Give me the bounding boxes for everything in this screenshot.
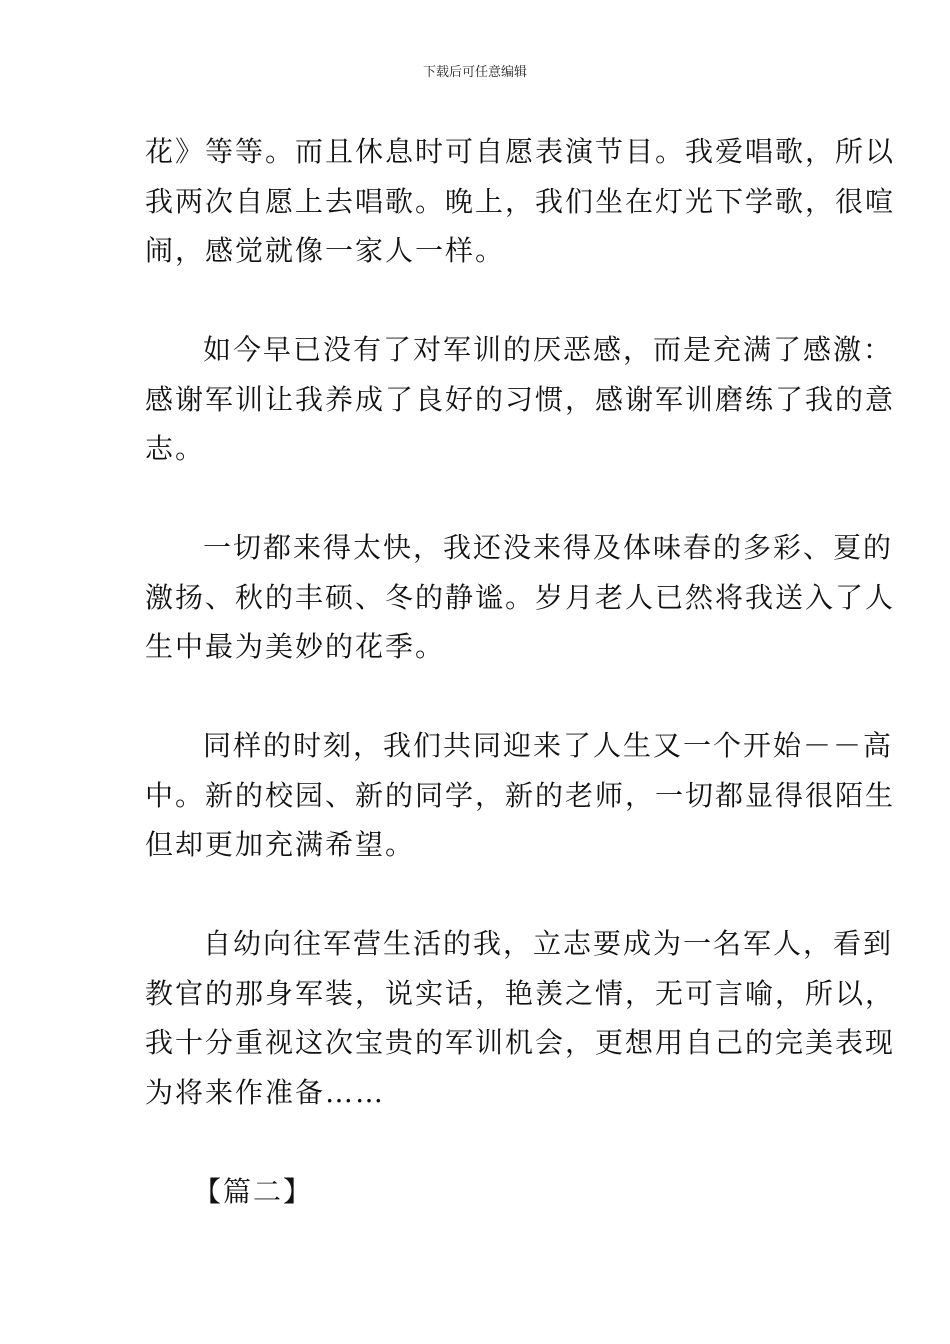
paragraph-line: 一切都来得太快，我还没来得及体味春的多彩、夏的 [203, 531, 894, 564]
paragraph-4 [145, 721, 896, 870]
paragraph-3 [145, 523, 896, 672]
paragraph-line: 志。 [145, 432, 206, 465]
paragraph-line: 生中最为美妙的花季。 [145, 630, 446, 663]
paragraph-line: 为将来作准备…… [145, 1075, 386, 1109]
paragraph-line: 同样的时刻，我们共同迎来了人生又一个开始－－高 [203, 729, 894, 762]
paragraph-line: 自幼向往军营生活的我，立志要成为一名军人，看到 [203, 927, 894, 960]
paragraph-gap [145, 672, 807, 722]
paragraph-line: 教官的那身军装，说实话，艳羡之情，无可言喻，所以， [145, 976, 896, 1010]
paragraph-line: 花》等等。而且休息时可自愿表演节目。我爱唱歌，所以 [145, 135, 896, 168]
paragraph-5 [145, 919, 896, 1117]
paragraph-line: 但却更加充满希望。 [145, 828, 416, 861]
paragraph-1 [145, 127, 896, 276]
document-body [145, 127, 896, 1216]
paragraph-line: 我两次自愿上去唱歌。晚上，我们坐在灯光下学歌，很喧 [145, 184, 896, 218]
paragraph-gap [145, 474, 807, 524]
paragraph-line: 我十分重视这次宝贵的军训机会，更想用自己的完美表现 [145, 1026, 896, 1059]
paragraph-gap [145, 870, 807, 920]
paragraph-line: 感谢军训让我养成了良好的习惯，感谢军训磨练了我的意 [145, 382, 896, 416]
paragraph-2 [145, 325, 896, 474]
paragraph-line: 闹，感觉就像一家人一样。 [145, 234, 506, 267]
paragraph-line: 如今早已没有了对军训的厌恶感，而是充满了感激： [203, 333, 894, 366]
paragraph-line: 中。新的校园、新的同学，新的老师，一切都显得很陌生 [145, 778, 896, 812]
paragraph-gap [145, 276, 807, 326]
section-title: 【篇二】 [193, 1174, 314, 1208]
paragraph-line: 激扬、秋的丰硕、冬的静谧。岁月老人已然将我送入了人 [145, 580, 896, 614]
paragraph-gap [145, 1117, 807, 1167]
page-header: 下载后可任意编辑 [422, 65, 527, 80]
